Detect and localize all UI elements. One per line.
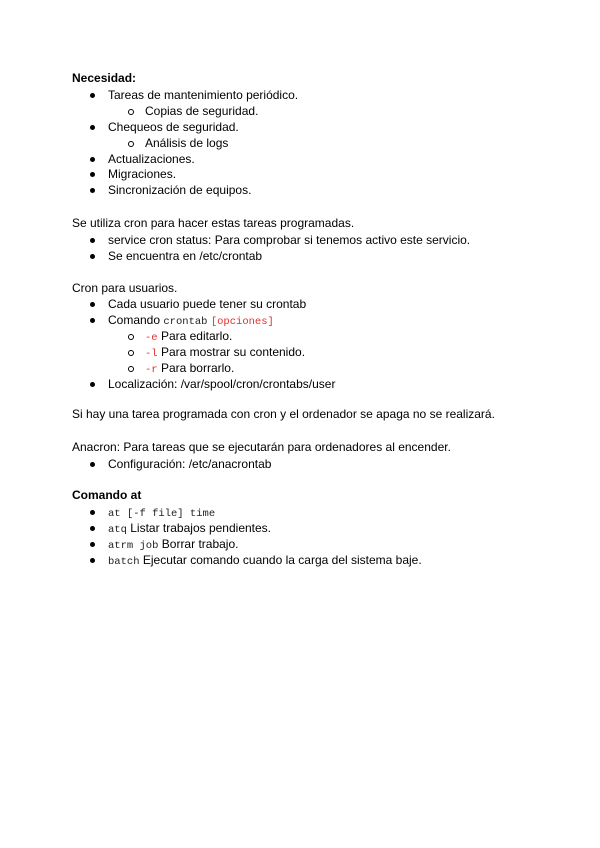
list-item-option xyxy=(145,345,305,360)
list-item: Localización: /var/spool/cron/crontabs/user xyxy=(108,377,336,391)
paragraph-cron: Se utiliza cron para hacer estas tareas programadas. xyxy=(72,216,355,230)
batch-text: Ejecutar comando cuando la carga del sistema baje. xyxy=(142,553,422,567)
paragraph-apagado: Si hay una tarea programada con cron y el ordenador se apaga no se realizará. xyxy=(72,407,495,421)
list-item-option xyxy=(145,361,234,376)
batch-code: batch xyxy=(108,556,140,568)
bullet-icon xyxy=(90,318,95,323)
bullet-icon xyxy=(90,254,95,259)
option-text: Para mostrar su contenido. xyxy=(160,345,306,359)
circle-bullet-icon xyxy=(128,334,134,340)
option-flag: -r xyxy=(145,364,158,376)
list-item: Migraciones. xyxy=(108,167,177,181)
atrm-text: Borrar trabajo. xyxy=(161,537,239,551)
list-item: Se encuentra en /etc/crontab xyxy=(108,249,263,263)
bullet-icon xyxy=(90,125,95,130)
option-text: Para editarlo. xyxy=(160,329,233,343)
list-item: Chequeos de seguridad. xyxy=(108,120,239,134)
bullet-icon xyxy=(90,558,95,563)
command-options: [opciones] xyxy=(210,316,274,328)
list-item-batch xyxy=(108,553,422,568)
list-item: Copias de seguridad. xyxy=(145,104,259,118)
list-item-option xyxy=(145,329,232,344)
paragraph-anacron: Anacron: Para tareas que se ejecutarán para ordenadores al encender. xyxy=(72,440,451,454)
atq-code: atq xyxy=(108,524,127,536)
bullet-icon xyxy=(90,157,95,162)
option-flag: -e xyxy=(145,332,158,344)
list-item: Análisis de logs xyxy=(145,136,229,150)
list-item: Configuración: /etc/anacrontab xyxy=(108,457,272,471)
atq-text: Listar trabajos pendientes. xyxy=(130,521,272,535)
command-code: crontab xyxy=(163,316,208,328)
bullet-icon xyxy=(90,510,95,515)
bullet-icon xyxy=(90,172,95,177)
bullet-icon xyxy=(90,382,95,387)
list-item: Tareas de mantenimiento periódico. xyxy=(108,88,299,102)
option-text: Para borrarlo. xyxy=(160,361,235,375)
bullet-icon xyxy=(90,238,95,243)
circle-bullet-icon xyxy=(128,350,134,356)
atrm-code: atrm job xyxy=(108,540,159,552)
heading-necesidad: Necesidad: xyxy=(72,71,137,85)
list-item: service cron status: Para comprobar si tenemos activo este servicio. xyxy=(108,233,471,247)
list-item: Cada usuario puede tener su crontab xyxy=(108,297,307,311)
option-flag: -l xyxy=(145,348,158,360)
bullet-icon xyxy=(90,93,95,98)
at-code: at [-f file] time xyxy=(108,508,216,520)
command-label: Comando xyxy=(108,313,161,327)
bullet-icon xyxy=(90,462,95,467)
list-item-at xyxy=(108,505,215,520)
list-item: Actualizaciones. xyxy=(108,152,195,166)
circle-bullet-icon xyxy=(128,141,134,147)
bullet-icon xyxy=(90,542,95,547)
bullet-icon xyxy=(90,188,95,193)
list-item-atrm xyxy=(108,537,238,552)
list-item-atq xyxy=(108,521,271,536)
bullet-icon xyxy=(90,526,95,531)
heading-comando-at: Comando at xyxy=(72,488,142,502)
list-item: Sincronización de equipos. xyxy=(108,183,252,197)
circle-bullet-icon xyxy=(128,366,134,372)
circle-bullet-icon xyxy=(128,109,134,115)
list-item-comando xyxy=(108,313,274,328)
paragraph-cron-usuarios: Cron para usuarios. xyxy=(72,281,178,295)
bullet-icon xyxy=(90,302,95,307)
